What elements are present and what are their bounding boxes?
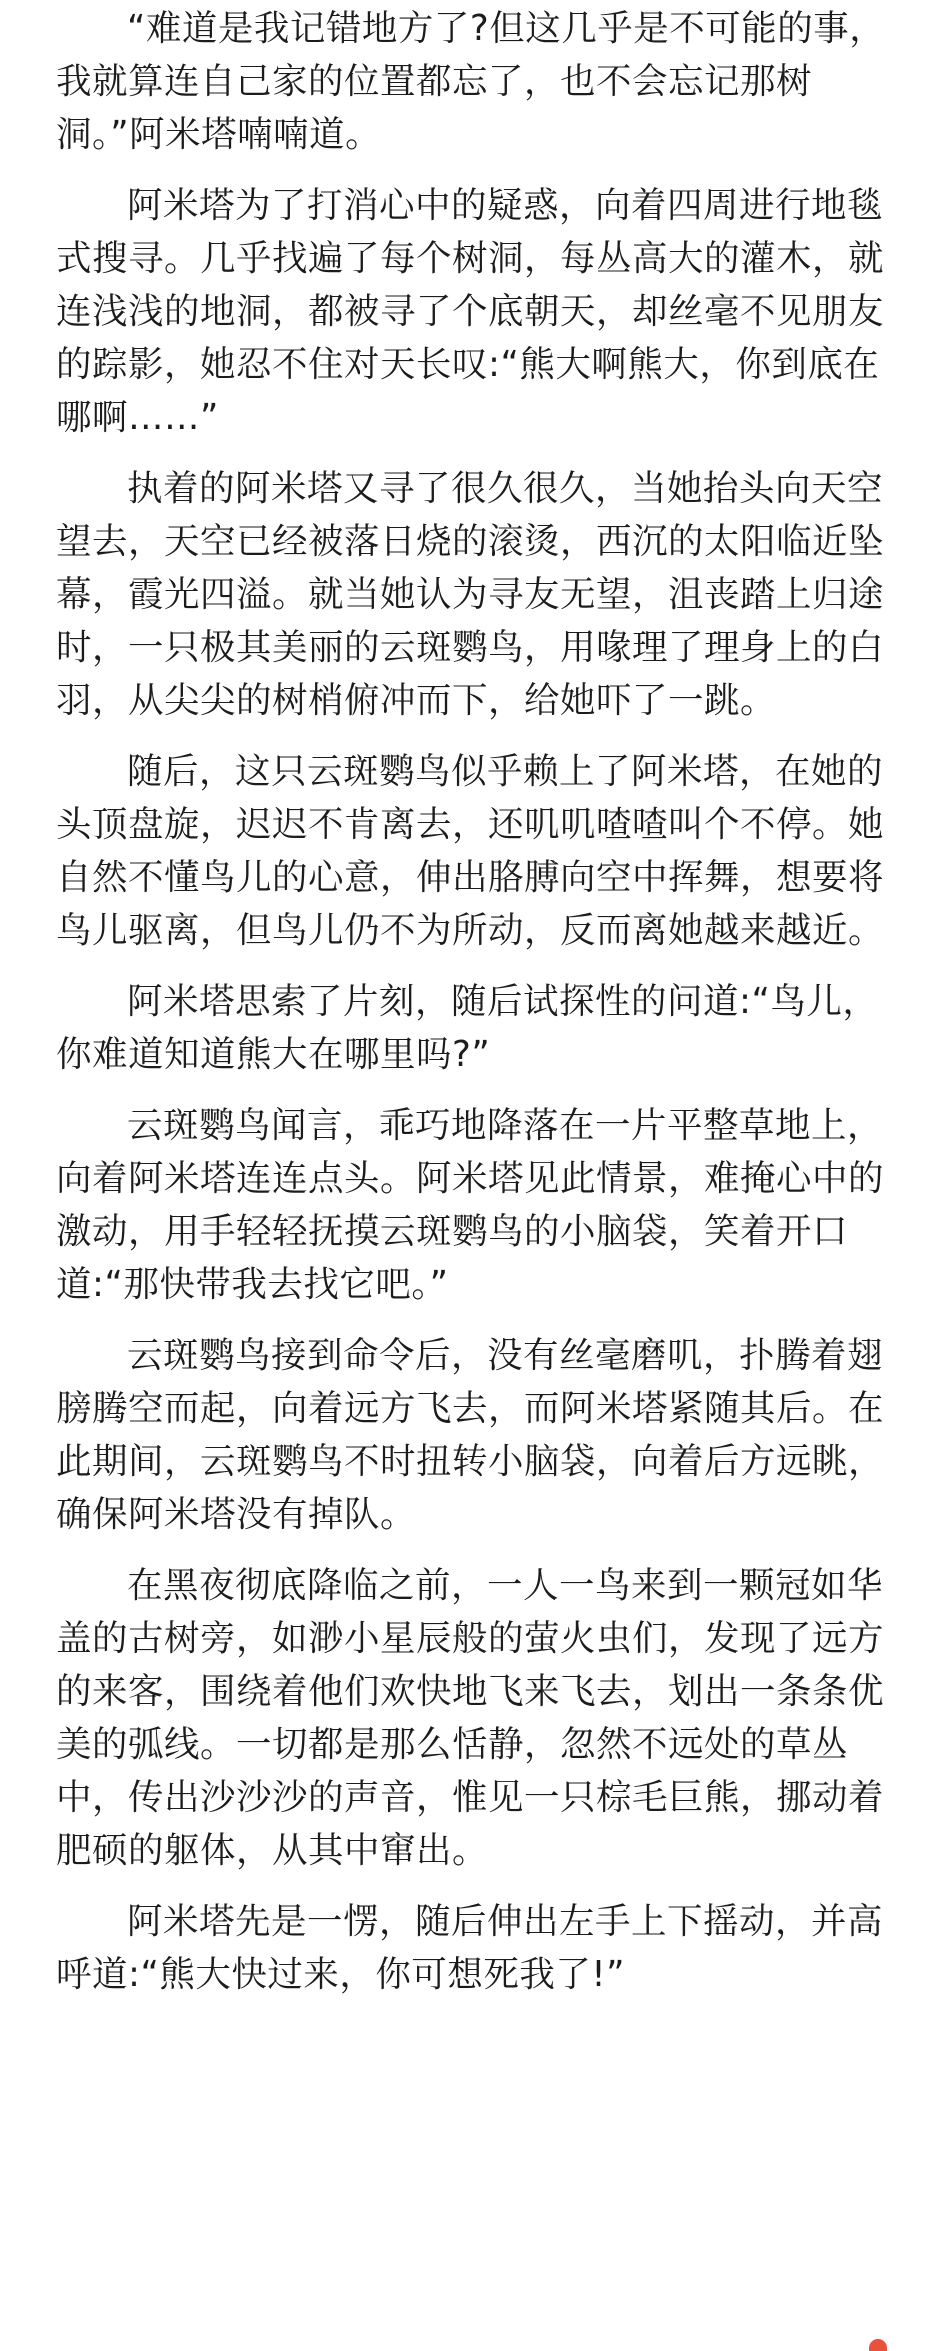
paragraph-9: 阿米塔先是一愣，随后伸出左手上下摇动，并高呼道:“熊大快过来，你可想死我了!” (56, 1901, 884, 1995)
paragraph-4: 随后，这只云斑鹦鸟似乎赖上了阿米塔，在她的头顶盘旋，迟迟不肯离去，还叽叽喳喳叫个不停。她自然不懂鸟儿的心意，伸出胳膊向空中挥舞，想要将鸟儿驱离，但鸟儿仍不为所动，反而离她越来越近。 (56, 751, 885, 951)
paragraph-6: 云斑鹦鸟闻言，乖巧地降落在一片平整草地上，向着阿米塔连连点头。阿米塔见此情景，难掩心中的激动，用手轻轻抚摸云斑鹦鸟的小脑袋，笑着开口道:“那快带我去找它吧。” (56, 1105, 885, 1305)
corner-badge-icon (869, 2339, 887, 2351)
paragraph-1: “难道是我记错地方了?但这几乎是不可能的事，我就算连自己家的位置都忘了，也不会忘记那树洞。”阿米塔喃喃道。 (56, 8, 886, 155)
article-body (56, 0, 906, 2001)
paragraph-8: 在黑夜彻底降临之前，一人一鸟来到一颗冠如华盖的古树旁，如渺小星辰般的萤火虫们，发现了远方的来客，围绕着他们欢快地飞来飞去，划出一条条优美的弧线。一切都是那么恬静，忽然不远处的草丛中，传出沙沙沙的声音，惟见一只棕毛巨熊，挪动着肥硕的躯体，从其中窜出。 (56, 1565, 885, 1871)
paragraph-3: 执着的阿米塔又寻了很久很久，当她抬头向天空望去，天空已经被落日烧的滚烫，西沉的太阳临近坠幕，霞光四溢。就当她认为寻友无望，沮丧踏上归途时，一只极其美丽的云斑鹦鸟，用喙理了理身上的白羽，从尖尖的树梢俯冲而下，给她吓了一跳。 (56, 468, 885, 721)
paragraph-7: 云斑鹦鸟接到命令后，没有丝毫磨叽，扑腾着翅膀腾空而起，向着远方飞去，而阿米塔紧随其后。在此期间，云斑鹦鸟不时扭转小脑袋，向着后方远眺，确保阿米塔没有掉队。 (56, 1335, 885, 1535)
paragraph-5: 阿米塔思索了片刻，随后试探性的问道:“鸟儿，你难道知道熊大在哪里吗?” (56, 981, 879, 1075)
paragraph-2: 阿米塔为了打消心中的疑惑，向着四周进行地毯式搜寻。几乎找遍了每个树洞，每丛高大的灌木，就连浅浅的地洞，都被寻了个底朝天，却丝毫不见朋友的踪影，她忍不住对天长叹:“熊大啊熊大，你到底在哪啊……” (56, 185, 885, 438)
